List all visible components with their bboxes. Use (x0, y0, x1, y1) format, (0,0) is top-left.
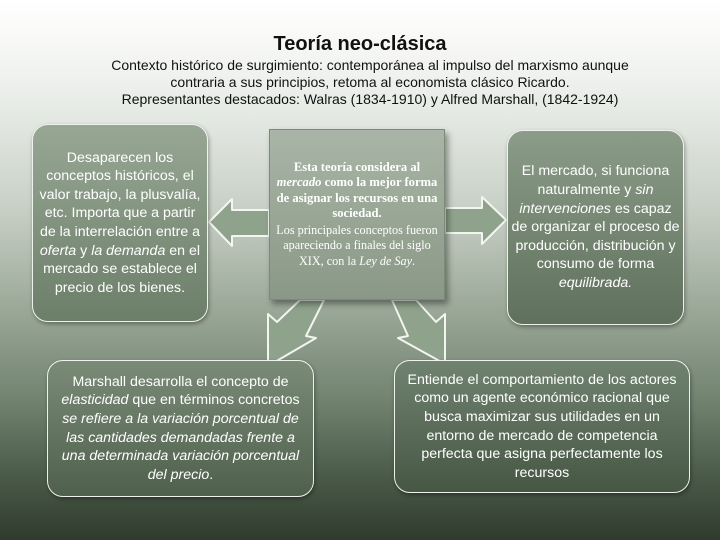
left-arrow (209, 199, 269, 246)
left-box (32, 124, 208, 322)
center-box (269, 129, 445, 300)
bottom-right-box-text: Entiende el comportamiento de los actores como un agente económico racional que busca maximizar sus utilidades en un entorno de mercado de competencia perfecta que asigna perfectamente los recursos (407, 371, 677, 481)
right-box (507, 130, 684, 325)
center-main-text: Esta teoría considera al mercado como la mejor forma de asignar los recursos en una sociedad. (276, 159, 438, 220)
slide-title: Teoría neo-clásica (273, 33, 447, 55)
center-sub-text: Los principales conceptos fueron apareciendo a finales del siglo XIX, con la Ley de Say. (276, 223, 438, 268)
left-box-text: Desaparecen los conceptos históricos, el valor trabajo, la plusvalía, etc. Importa que a partir de la interrelación entre a oferta y la demanda en el mercado se establece el precio de los bienes. (39, 149, 201, 296)
subtitle-line: Contexto histórico de surgimiento: contemporánea al impulso del marxismo aunque (111, 57, 629, 73)
down-left-arrow (268, 300, 324, 366)
subtitle-line: contraria a sus principios, retoma al economista clásico Ricardo. (170, 74, 570, 90)
bottom-left-box-text: Marshall desarrolla el concepto de elasticidad que en términos concretos se refiere a la variación porcentual de las cantidades demandadas frente a una determinada variación porcentual del precio. (61, 373, 300, 483)
down-right-arrow (392, 300, 445, 364)
bottom-right-box (394, 360, 690, 493)
right-box-text: El mercado, si funciona naturalmente y sin intervenciones es capaz de organizar el proceso de producción, distribución y consumo de forma equilibrada. (511, 163, 680, 291)
bottom-left-box (47, 360, 314, 497)
right-arrow (445, 197, 506, 244)
subtitle-line: Representantes destacados: Walras (1834-1910) y Alfred Marshall, (1842-1924) (121, 91, 619, 107)
